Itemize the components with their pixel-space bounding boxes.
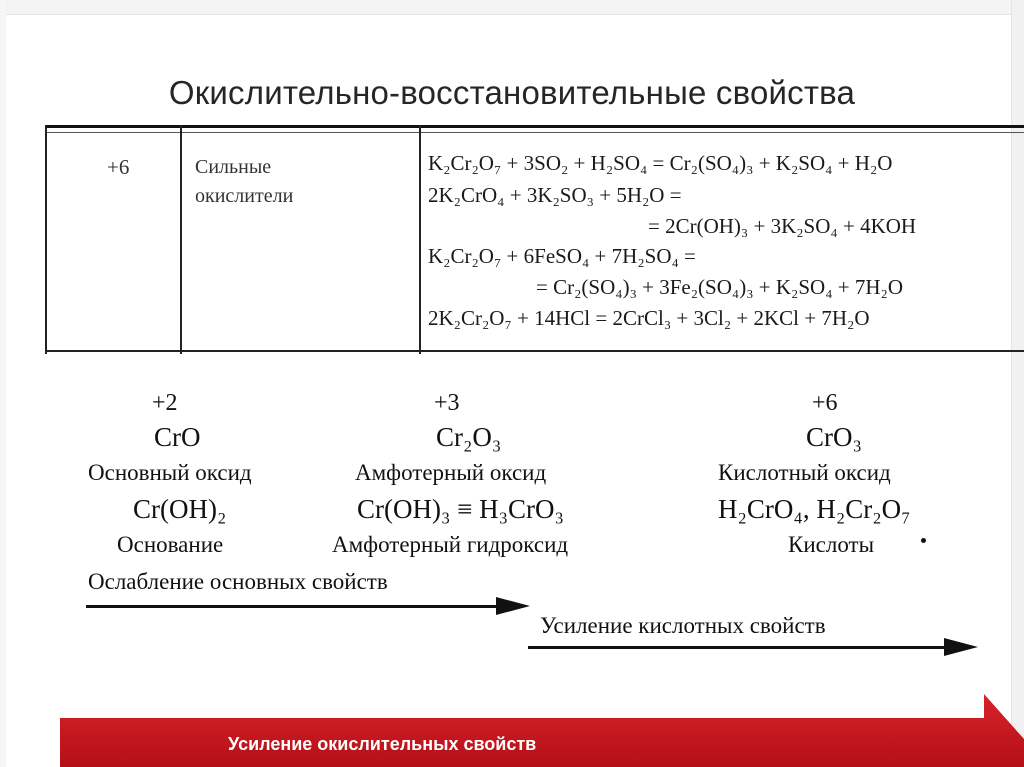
table-top-border-inner bbox=[45, 132, 1024, 133]
oxide-formula-cr2o3: Cr₂O₃ bbox=[436, 422, 502, 452]
oxide-formula-cro3: CrO₃ bbox=[806, 422, 862, 452]
oxidation-state-2: +2 bbox=[152, 390, 178, 416]
hydroxide-type-acids: Кислоты bbox=[788, 532, 875, 557]
table-vline-1 bbox=[180, 125, 182, 354]
slide-title: Окислительно-восстановительные свойства bbox=[168, 74, 856, 111]
stray-dot bbox=[921, 538, 926, 543]
hydroxide-type-base: Основание bbox=[117, 532, 224, 557]
oxidation-state-3: +3 bbox=[434, 390, 460, 416]
oxide-type-basic: Основный оксид bbox=[88, 460, 252, 485]
table-label-line1: Сильные bbox=[195, 156, 272, 178]
arrow-label-basic-weakening: Ослабление основных свойств bbox=[88, 569, 388, 594]
table-oxidation-state: +6 bbox=[107, 155, 130, 179]
hydroxide-formula-acids: H₂CrO₄, H₂Cr₂O₇ bbox=[718, 494, 911, 524]
oxide-formula-cro: CrO bbox=[154, 422, 201, 452]
table-vline-left bbox=[45, 125, 47, 354]
equation-4: 2K₂Cr₂O₇ + 14HCl = 2CrCl₃ + 3Cl₂ + 2KCl + 7H₂O bbox=[428, 306, 870, 330]
oxidizing-strength-banner bbox=[60, 694, 1024, 767]
equation-3b: = Cr₂(SO₄)₃ + 3Fe₂(SO₄)₃ + K₂SO₄ + 7H₂O bbox=[536, 275, 904, 299]
arrow-label-acid-strengthening: Усиление кислотных свойств bbox=[540, 613, 826, 638]
table-bottom-border bbox=[45, 350, 1024, 352]
table-vline-2 bbox=[419, 125, 421, 354]
banner-text: Усиление окислительных свойств bbox=[228, 734, 537, 754]
arrow-basic-weakening-head bbox=[496, 597, 530, 615]
table-label-line2: окислители bbox=[195, 185, 294, 207]
arrow-basic-weakening-line bbox=[86, 605, 498, 608]
oxidation-state-6: +6 bbox=[812, 390, 838, 416]
hydroxide-formula-amphoteric: Cr(OH)₃ ≡ H₃CrO₃ bbox=[357, 494, 564, 524]
arrow-acid-strengthening-line bbox=[528, 646, 946, 649]
equation-3a: K₂Cr₂O₇ + 6FeSO₄ + 7H₂SO₄ = bbox=[428, 244, 696, 268]
equation-2b: = 2Cr(OH)₃ + 3K₂SO₄ + 4KOH bbox=[648, 214, 917, 238]
table-top-border bbox=[45, 125, 1024, 128]
reaction-table bbox=[45, 125, 1024, 354]
hydroxide-formula-cr-oh-2: Cr(OH)₂ bbox=[133, 494, 227, 524]
slide-frame-left bbox=[0, 0, 6, 767]
slide-frame-top bbox=[0, 0, 1024, 15]
equation-2a: 2K₂CrO₄ + 3K₂SO₃ + 5H₂O = bbox=[428, 183, 682, 207]
oxide-type-acidic: Кислотный оксид bbox=[718, 460, 891, 485]
slide-frame-right bbox=[1011, 0, 1024, 767]
equation-1: K₂Cr₂O₇ + 3SO₂ + H₂SO₄ = Cr₂(SO₄)₃ + K₂SO₄ + H₂O bbox=[428, 151, 893, 175]
banner-arrow-shape bbox=[60, 694, 1024, 767]
oxide-type-amphoteric: Амфотерный оксид bbox=[355, 460, 547, 485]
table-property-label bbox=[195, 153, 293, 211]
arrow-acid-strengthening-head bbox=[944, 638, 978, 656]
hydroxide-type-amphoteric: Амфотерный гидроксид bbox=[332, 532, 569, 557]
